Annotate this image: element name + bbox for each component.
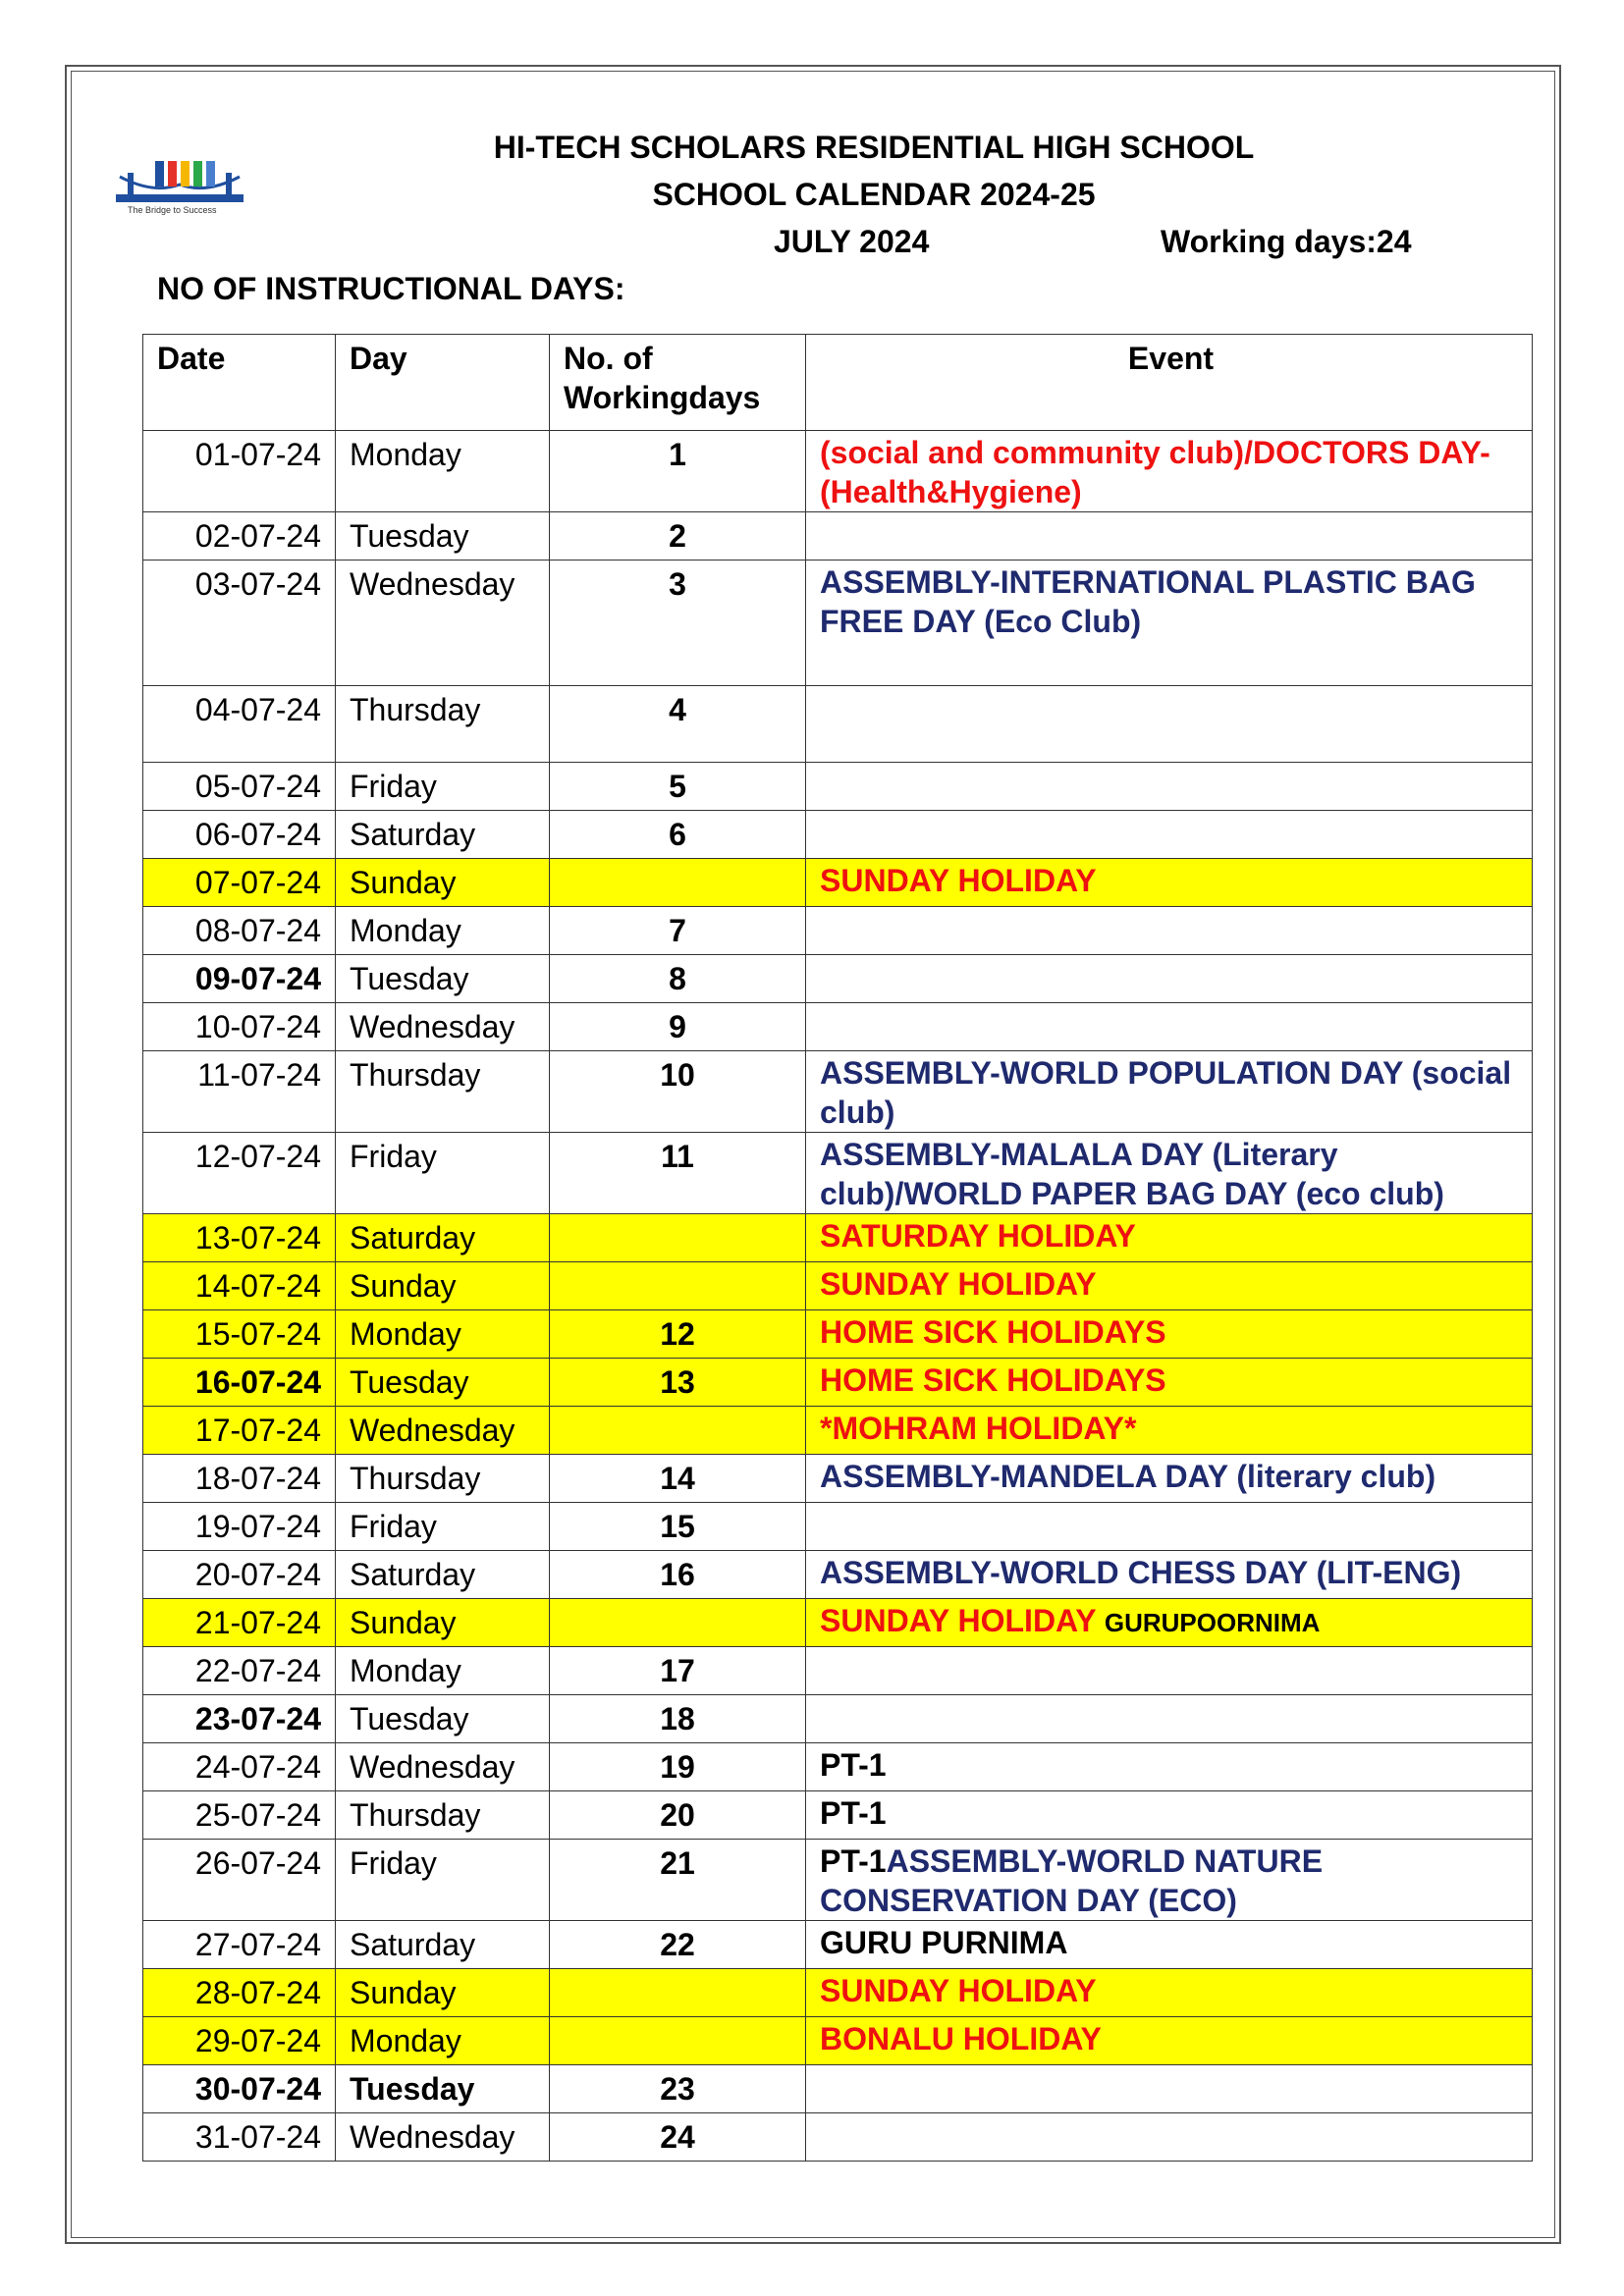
month-label: JULY 2024: [774, 224, 930, 259]
row-working-day: 19: [550, 1743, 806, 1791]
row-event: [806, 2065, 1533, 2113]
table-row: [143, 811, 1533, 859]
row-event: SUNDAY HOLIDAY: [806, 859, 1533, 907]
row-date: 18-07-24: [143, 1455, 336, 1503]
table-row: [143, 763, 1533, 811]
row-day: Wednesday: [336, 1407, 550, 1455]
row-day: Friday: [336, 763, 550, 811]
row-working-day: 7: [550, 907, 806, 955]
row-date: 14-07-24: [143, 1262, 336, 1310]
row-working-day: [550, 1214, 806, 1262]
row-working-day: 9: [550, 1003, 806, 1051]
row-event: SUNDAY HOLIDAY: [806, 1969, 1533, 2017]
instructional-days-label: NO OF INSTRUCTIONAL DAYS:: [157, 271, 625, 306]
row-event: [806, 763, 1533, 811]
row-working-day: 12: [550, 1310, 806, 1359]
table-row: [143, 1791, 1533, 1840]
row-event: (social and community club)/DOCTORS DAY-(Health&Hygiene): [806, 431, 1533, 512]
table-row: [143, 1051, 1533, 1133]
table-row: [143, 1921, 1533, 1969]
table-row-holiday: [143, 1407, 1533, 1455]
row-working-day: [550, 2017, 806, 2065]
row-day: Monday: [336, 2017, 550, 2065]
row-day: Saturday: [336, 811, 550, 859]
row-working-day: 18: [550, 1695, 806, 1743]
row-working-day: [550, 859, 806, 907]
row-date: 11-07-24: [143, 1051, 336, 1133]
row-event: [806, 1599, 1533, 1647]
row-date: 13-07-24: [143, 1214, 336, 1262]
table-row: [143, 2065, 1533, 2113]
header-working-days-line2: Workingdays: [564, 380, 761, 415]
row-date: 09-07-24: [143, 955, 336, 1003]
table-row-holiday: [143, 859, 1533, 907]
header-date: Date: [143, 335, 336, 431]
row-day: Sunday: [336, 1599, 550, 1647]
table-row: [143, 1647, 1533, 1695]
table-row: [143, 2113, 1533, 2162]
row-working-day: 1: [550, 431, 806, 512]
row-event: ASSEMBLY-INTERNATIONAL PLASTIC BAG FREE DAY (Eco Club): [806, 561, 1533, 686]
row-working-day: 11: [550, 1133, 806, 1214]
row-date: 27-07-24: [143, 1921, 336, 1969]
row-day: Wednesday: [336, 1743, 550, 1791]
row-day: Monday: [336, 1310, 550, 1359]
row-event: [806, 907, 1533, 955]
row-working-day: 24: [550, 2113, 806, 2162]
row-date: 15-07-24: [143, 1310, 336, 1359]
row-day: Wednesday: [336, 1003, 550, 1051]
row-working-day: 14: [550, 1455, 806, 1503]
row-event-extra: GURUPOORNIMA: [1104, 1608, 1321, 1637]
row-day: Saturday: [336, 1551, 550, 1599]
header-working-days: [550, 335, 806, 431]
row-date: 08-07-24: [143, 907, 336, 955]
row-day: Friday: [336, 1503, 550, 1551]
row-working-day: 22: [550, 1921, 806, 1969]
row-day: Saturday: [336, 1214, 550, 1262]
row-date: 04-07-24: [143, 686, 336, 763]
row-day: Friday: [336, 1840, 550, 1921]
row-day: Monday: [336, 431, 550, 512]
row-event: ASSEMBLY-WORLD CHESS DAY (LIT-ENG): [806, 1551, 1533, 1599]
row-day: Wednesday: [336, 2113, 550, 2162]
row-date: 26-07-24: [143, 1840, 336, 1921]
row-event: [806, 2113, 1533, 2162]
row-date: 10-07-24: [143, 1003, 336, 1051]
row-event: [806, 1840, 1533, 1921]
row-day: Tuesday: [336, 1359, 550, 1407]
row-event: ASSEMBLY-MANDELA DAY (literary club): [806, 1455, 1533, 1503]
row-date: 28-07-24: [143, 1969, 336, 2017]
row-date: 30-07-24: [143, 2065, 336, 2113]
table-row: [143, 1840, 1533, 1921]
row-day: Sunday: [336, 859, 550, 907]
table-row-holiday: [143, 1214, 1533, 1262]
header-day: Day: [336, 335, 550, 431]
table-row-holiday: [143, 1969, 1533, 2017]
table-row: [143, 1503, 1533, 1551]
row-day: Tuesday: [336, 955, 550, 1003]
row-date: 21-07-24: [143, 1599, 336, 1647]
row-event-holiday: SUNDAY HOLIDAY: [820, 1603, 1096, 1638]
row-working-day: 21: [550, 1840, 806, 1921]
row-working-day: [550, 1599, 806, 1647]
table-row-holiday: [143, 1599, 1533, 1647]
calendar-table: [142, 334, 1533, 2162]
table-row: [143, 686, 1533, 763]
row-event-extra: ASSEMBLY-WORLD NATURE CONSERVATION DAY (ECO): [820, 1843, 1324, 1918]
row-event: [806, 811, 1533, 859]
row-date: 24-07-24: [143, 1743, 336, 1791]
logo-tagline: The Bridge to Success: [128, 205, 217, 215]
row-working-day: 20: [550, 1791, 806, 1840]
row-date: 29-07-24: [143, 2017, 336, 2065]
row-day: Thursday: [336, 1791, 550, 1840]
row-date: 05-07-24: [143, 763, 336, 811]
row-event: SATURDAY HOLIDAY: [806, 1214, 1533, 1262]
row-working-day: 6: [550, 811, 806, 859]
row-day: Tuesday: [336, 512, 550, 561]
table-row: [143, 1695, 1533, 1743]
row-day: Tuesday: [336, 2065, 550, 2113]
table-row: [143, 1003, 1533, 1051]
table-row: [143, 1133, 1533, 1214]
table-header-row: [143, 335, 1533, 431]
row-day: Friday: [336, 1133, 550, 1214]
row-working-day: 3: [550, 561, 806, 686]
row-event: [806, 1503, 1533, 1551]
row-day: Monday: [336, 907, 550, 955]
table-row: [143, 1743, 1533, 1791]
table-row: [143, 431, 1533, 512]
header-working-days-line1: No. of: [564, 341, 653, 376]
row-event: GURU PURNIMA: [806, 1921, 1533, 1969]
row-date: 06-07-24: [143, 811, 336, 859]
calendar-title: SCHOOL CALENDAR 2024-25: [652, 177, 1096, 212]
row-event: [806, 512, 1533, 561]
row-event: HOME SICK HOLIDAYS: [806, 1359, 1533, 1407]
table-row-holiday: [143, 1262, 1533, 1310]
row-date: 23-07-24: [143, 1695, 336, 1743]
row-date: 12-07-24: [143, 1133, 336, 1214]
row-day: Thursday: [336, 1051, 550, 1133]
row-date: 20-07-24: [143, 1551, 336, 1599]
row-working-day: 23: [550, 2065, 806, 2113]
row-working-day: 16: [550, 1551, 806, 1599]
row-event: PT-1: [806, 1791, 1533, 1840]
table-row-holiday: [143, 1310, 1533, 1359]
table-row-holiday: [143, 1359, 1533, 1407]
row-working-day: 13: [550, 1359, 806, 1407]
row-event: [806, 1003, 1533, 1051]
row-working-day: 4: [550, 686, 806, 763]
school-name: HI-TECH SCHOLARS RESIDENTIAL HIGH SCHOOL: [493, 130, 1255, 165]
row-date: 17-07-24: [143, 1407, 336, 1455]
row-date: 07-07-24: [143, 859, 336, 907]
row-day: Wednesday: [336, 561, 550, 686]
row-event: SUNDAY HOLIDAY: [806, 1262, 1533, 1310]
working-days-label: Working days:24: [1161, 224, 1412, 259]
row-day: Saturday: [336, 1921, 550, 1969]
row-date: 19-07-24: [143, 1503, 336, 1551]
row-day: Monday: [336, 1647, 550, 1695]
table-row-holiday: [143, 2017, 1533, 2065]
row-date: 16-07-24: [143, 1359, 336, 1407]
row-working-day: 10: [550, 1051, 806, 1133]
table-row: [143, 955, 1533, 1003]
row-date: 25-07-24: [143, 1791, 336, 1840]
row-working-day: 15: [550, 1503, 806, 1551]
row-day: Sunday: [336, 1262, 550, 1310]
row-date: 03-07-24: [143, 561, 336, 686]
table-row: [143, 512, 1533, 561]
row-event: [806, 686, 1533, 763]
table-row: [143, 1551, 1533, 1599]
row-day: Sunday: [336, 1969, 550, 2017]
row-day: Thursday: [336, 1455, 550, 1503]
table-row: [143, 907, 1533, 955]
row-working-day: [550, 1407, 806, 1455]
row-event: [806, 1695, 1533, 1743]
row-date: 31-07-24: [143, 2113, 336, 2162]
table-row: [143, 561, 1533, 686]
row-event: *MOHRAM HOLIDAY*: [806, 1407, 1533, 1455]
row-date: 02-07-24: [143, 512, 336, 561]
row-working-day: 17: [550, 1647, 806, 1695]
row-working-day: [550, 1969, 806, 2017]
row-date: 01-07-24: [143, 431, 336, 512]
table-row: [143, 1455, 1533, 1503]
row-event: [806, 955, 1533, 1003]
row-working-day: 2: [550, 512, 806, 561]
row-working-day: 5: [550, 763, 806, 811]
row-event: ASSEMBLY-WORLD POPULATION DAY (social club): [806, 1051, 1533, 1133]
row-event: HOME SICK HOLIDAYS: [806, 1310, 1533, 1359]
row-event: BONALU HOLIDAY: [806, 2017, 1533, 2065]
row-event: [806, 1647, 1533, 1695]
row-event: PT-1: [806, 1743, 1533, 1791]
row-date: 22-07-24: [143, 1647, 336, 1695]
row-event: ASSEMBLY-MALALA DAY (Literary club)/WORLD PAPER BAG DAY (eco club): [806, 1133, 1533, 1214]
row-working-day: [550, 1262, 806, 1310]
header-event: Event: [806, 335, 1533, 431]
row-working-day: 8: [550, 955, 806, 1003]
row-day: Tuesday: [336, 1695, 550, 1743]
row-event-pt: PT-1: [820, 1843, 887, 1879]
row-day: Thursday: [336, 686, 550, 763]
